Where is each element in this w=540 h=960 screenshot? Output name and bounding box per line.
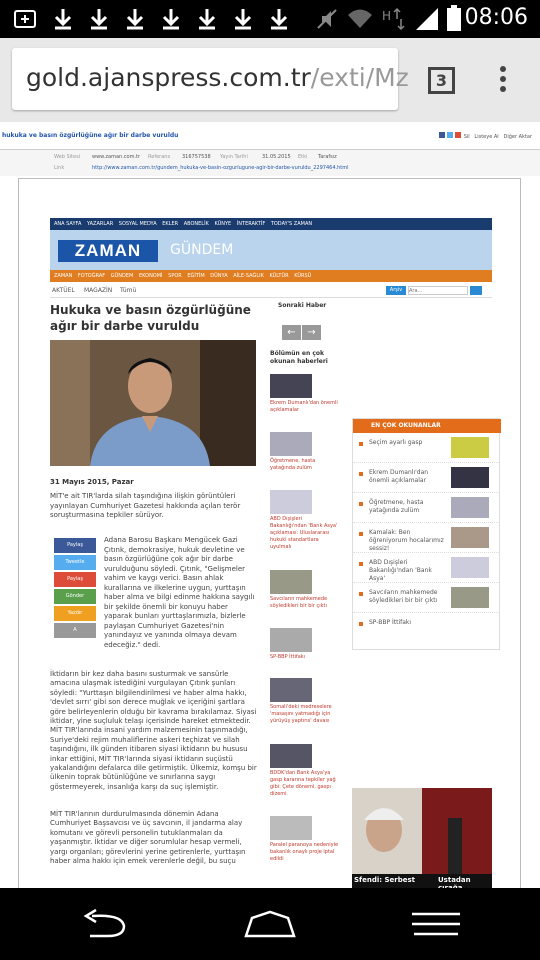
most-read-item[interactable]: Kamalak: Ben öğreniyorum hocalarımız sessiz! bbox=[353, 523, 499, 553]
meta-value: 316757538 bbox=[182, 154, 211, 160]
download-icon bbox=[266, 6, 292, 32]
next-arrow-icon[interactable]: → bbox=[302, 325, 321, 340]
send-button[interactable]: Gönder bbox=[54, 589, 96, 604]
secnav-item[interactable]: KÜRSÜ bbox=[294, 273, 312, 279]
ad-caption-left: Sfendi: Serbest bbox=[354, 876, 415, 884]
most-read-item[interactable]: Öğretmene, hasta yatağında zulüm bbox=[353, 493, 499, 523]
svg-text:H: H bbox=[382, 9, 392, 23]
zaman-logo[interactable]: ZAMAN bbox=[58, 240, 158, 262]
subnav-item[interactable]: Tümü bbox=[120, 287, 137, 294]
next-news bbox=[268, 302, 338, 309]
archive-button[interactable]: Arşiv bbox=[386, 286, 406, 295]
secnav-item[interactable]: FOTOĞRAF bbox=[77, 273, 106, 279]
top-navigation bbox=[50, 218, 492, 230]
signal-icon bbox=[414, 6, 440, 32]
meta-label: Link bbox=[54, 165, 65, 171]
font-size-button[interactable]: A bbox=[54, 623, 96, 638]
most-read-item[interactable]: Seçim ayarlı gasp bbox=[353, 433, 499, 463]
secnav-item[interactable]: EĞİTİM bbox=[187, 273, 205, 279]
most-read-heading: EN ÇOK OKUNANLAR bbox=[353, 419, 501, 433]
share-buttons bbox=[54, 538, 98, 644]
topnav-item[interactable]: İNTERAKTİF bbox=[236, 221, 266, 227]
address-bar[interactable] bbox=[12, 48, 409, 110]
clock: 08:06 bbox=[464, 5, 528, 30]
facebook-share-button[interactable]: Paylaş bbox=[54, 538, 96, 553]
most-read-item[interactable]: SP-BBP İttifakı bbox=[353, 613, 499, 643]
sidebar-news-item[interactable]: Somali'deki medreselere 'masaşını yatmadığı için yürüyüş yaptırıs' davası bbox=[270, 678, 340, 725]
add-to-list-button[interactable]: Listeye Al bbox=[474, 134, 499, 140]
clipping-header bbox=[0, 126, 540, 150]
status-bar bbox=[0, 0, 540, 38]
article-lead: MİT'e ait TIR'larda silah taşındığına ilişkin görüntüleri yayınlayan Cumhuriyet Gazetesi hakkında açılan terör soruşturmasına tepkiler sürüyor. bbox=[50, 492, 241, 519]
next-news-label: Sonraki Haber bbox=[278, 302, 327, 309]
download-icon bbox=[230, 6, 256, 32]
sidebar-news-item[interactable]: Ekrem Dumanlı'dan önemli açıklamalar bbox=[270, 374, 340, 414]
download-icon bbox=[122, 6, 148, 32]
source-link[interactable]: http://www.zaman.com.tr/gundem_hukuka-ve-basin-ozgurlugune-agir-bir-darbe-vuruldu_2297464.html bbox=[92, 165, 349, 171]
meta-value: Tarafsız bbox=[318, 154, 337, 160]
mute-icon bbox=[314, 6, 340, 32]
meta-value: 31.05.2015 bbox=[262, 154, 291, 160]
download-icon bbox=[194, 6, 220, 32]
url-host: gold.ajanspress.com.tr bbox=[26, 63, 311, 92]
sidebar-news-item[interactable]: Paralel paranoya nedeniyle bakanlık onaylı proje iptal edildi bbox=[270, 816, 340, 863]
topnav-item[interactable]: KÜNYE bbox=[214, 221, 232, 227]
most-read-item[interactable]: Ekrem Dumanlı'dan önemli açıklamalar bbox=[353, 463, 499, 493]
subnav-item[interactable]: AKTÜEL bbox=[52, 287, 75, 294]
google-share-button[interactable]: Paylaş bbox=[54, 572, 96, 587]
most-read-item[interactable]: Savcıların mahkemede söyledikleri bir bir çıktı bbox=[353, 583, 499, 613]
download-icon bbox=[50, 6, 76, 32]
sidebar-news-item[interactable]: SP-BBP İttifakı bbox=[270, 628, 340, 661]
most-read-box bbox=[352, 418, 500, 650]
section-navigation bbox=[50, 270, 492, 282]
subnav-item[interactable]: MAGAZİN bbox=[84, 287, 113, 294]
secnav-item[interactable]: AİLE-SAĞLIK bbox=[233, 273, 264, 279]
browser-toolbar bbox=[0, 38, 540, 122]
system-navigation-bar bbox=[0, 888, 540, 960]
download-icon bbox=[158, 6, 184, 32]
delete-button[interactable]: Sil bbox=[463, 134, 470, 140]
recents-icon[interactable] bbox=[408, 908, 464, 940]
topnav-item[interactable]: SOSYAL MEDYA bbox=[118, 221, 157, 227]
article-title: Hukuka ve basın özgürlüğüne ağır bir darbe vuruldu bbox=[50, 303, 251, 333]
sidebar-news-item[interactable]: Öğretmene, hasta yatağında zulüm bbox=[270, 432, 340, 472]
print-button[interactable]: Yazdır bbox=[54, 606, 96, 621]
search-input[interactable] bbox=[408, 286, 468, 295]
meta-label: Referans bbox=[148, 154, 171, 160]
article-body-2: İktidarın bir kez daha basını susturmak ve sansürle amacına ulaşmak istediğini vurgulayan Çıtınk şunları söyledi: "Yurttaşın bilgilendirilmesi ve haber alma hakkı, 'devlet sırrı' gibi son derece muğlak ve içeriğini şartlara göre belirleyenlerin olduğu bir kavrama bırakılamaz. Siyasi iktidar, yine suçluluk telaşı içerisinde hareket etmektedir. MİT TIR'larında insani yardım malzemesinin taşınmadığı, Suriye'deki rejim muhaliflerine askeri teçhizat ve silah taşındığını, ilk günden itibaren siyasi iktidarın bu hususu inkar ettiğini, MİT TIR'larında siyasi iktidarın suçüstü yakalandığını defalarca dile getirmiştik. Ülkemiz, komşu bir ülkenin toprak bütünlüğüne ve sınırlarına saygı göstermeyerek, insanlığa karşı da suç işlemiştir. bbox=[50, 670, 257, 791]
topnav-item[interactable]: TODAY'S ZAMAN bbox=[270, 221, 313, 227]
sidebar-news-item[interactable]: ABD Dışişleri Bakanlığı'ndan 'Bank Asya' açıklaması: Uluslararası hukuki standartlara uyulmalı bbox=[270, 490, 340, 551]
back-icon[interactable] bbox=[78, 908, 132, 940]
tab-switcher-button[interactable]: 3 bbox=[428, 67, 455, 94]
most-read-item[interactable]: ABD Dışişleri Bakanlığı'ndan 'Bank Asya' bbox=[353, 553, 499, 583]
topnav-item[interactable]: YAZARLAR bbox=[86, 221, 114, 227]
masthead bbox=[50, 230, 492, 270]
article-date: 31 Mayıs 2015, Pazar bbox=[50, 478, 134, 486]
data-signal-icon bbox=[380, 6, 406, 32]
topnav-item[interactable]: ANA SAYFA bbox=[54, 221, 82, 227]
section-title: GÜNDEM bbox=[170, 242, 234, 258]
sidebar-news-item[interactable]: BDDK'dan Bank Asya'ya gasp kararına tepkiler yağ gibi: Çete dönemi, gaspı dizemi bbox=[270, 744, 340, 798]
secnav-item[interactable]: EKONOMİ bbox=[138, 273, 163, 279]
article-photo bbox=[50, 340, 256, 466]
prev-arrow-icon[interactable]: ← bbox=[282, 325, 301, 340]
article-body-3: MİT TIR'larının durdurulmasında dönemin Adana Cumhuriyet Başsavcısı ve üç savcının, il jandarma alay komutanı ve görevli personelin tutuklanmaları da yaşanmıştır. İktidar ve diğer sorumlular hesap vermeli, yargı organları; görevlerini yerine getirenlerle, yurttaşın haber alma hakkı için emek verenlerle değil, bu suçu bbox=[50, 810, 246, 866]
overflow-menu-icon[interactable] bbox=[500, 66, 508, 96]
secnav-item[interactable]: SPOR bbox=[168, 273, 182, 279]
other-share-button[interactable]: Diğer Aktar bbox=[503, 134, 532, 140]
clipping-title[interactable]: hukuka ve basın özgürlüğüne ağır bir darbe vuruldu bbox=[2, 132, 179, 139]
screenshot-icon bbox=[12, 6, 38, 32]
secnav-item[interactable]: ZAMAN bbox=[54, 273, 73, 279]
tweet-button[interactable]: Tweetle bbox=[54, 555, 96, 570]
topnav-item[interactable]: EKLER bbox=[162, 221, 179, 227]
home-icon[interactable] bbox=[242, 910, 298, 940]
meta-value: www.zaman.com.tr bbox=[92, 154, 141, 160]
clipping-tools bbox=[439, 132, 532, 140]
topnav-item[interactable]: ABONELİK bbox=[183, 221, 209, 227]
meta-label: Web Sitesi bbox=[54, 154, 81, 160]
secnav-item[interactable]: KÜLTÜR bbox=[269, 273, 289, 279]
ad-banner[interactable] bbox=[352, 788, 492, 888]
popular-section-label: Bölümün en çok okunan haberleri bbox=[270, 350, 328, 365]
url-path: /exti/Mz bbox=[310, 63, 409, 92]
battery-icon bbox=[446, 4, 462, 32]
clipping-meta bbox=[0, 150, 540, 176]
download-icon bbox=[86, 6, 112, 32]
search-icon[interactable] bbox=[470, 286, 482, 295]
sub-navigation bbox=[50, 284, 492, 298]
meta-label: Etki bbox=[298, 154, 308, 160]
news-arrows bbox=[282, 320, 324, 338]
article-body-1: Adana Barosu Başkanı Mengücek Gazi Çıtınk, demokrasiye, hukuk devletine ve basın özgürlüğüne çok ağır bir darbe vurulduğunu söyledi. Çıtınk, "Gelişmeler vahim ve kaygı verici. Basın ahlak kurallarına ve ilkelerine uygun, yurttaşın haber alma ve bilgi edinme hakkına saygılı bir şekilde önemli bir konuyu haber yaparak bunları yurttaşlarımızla, bizlerle paylaşan Cumhuriyet Gazetesi'nin yanındayız ve yanında olmaya devam edeceğiz." dedi. bbox=[104, 536, 255, 649]
secnav-item[interactable]: DÜNYA bbox=[210, 273, 228, 279]
wifi-icon bbox=[346, 6, 374, 32]
web-page bbox=[0, 122, 540, 888]
meta-label: Yayın Tarihi bbox=[220, 154, 248, 160]
sidebar-news-item[interactable]: Savcıların mahkemede söyledikleri bir bir çıktı bbox=[270, 570, 340, 610]
secnav-item[interactable]: GÜNDEM bbox=[110, 273, 134, 279]
ad-caption-right: Ustadan bbox=[438, 876, 471, 884]
